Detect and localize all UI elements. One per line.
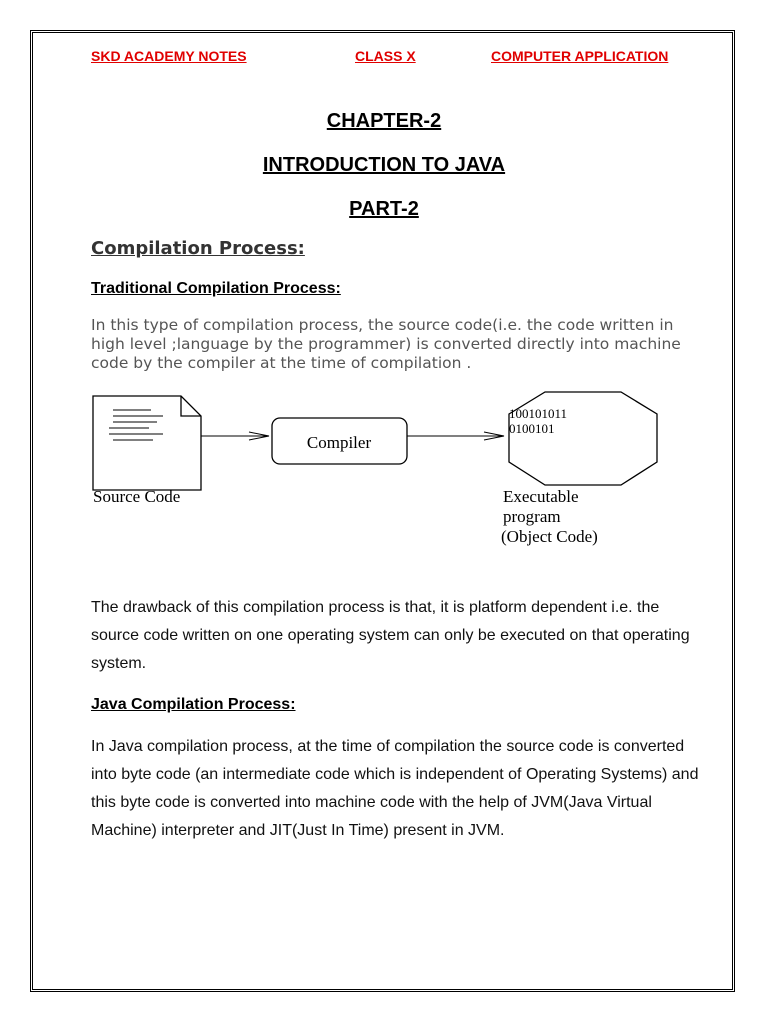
executable-label-2: program — [503, 507, 561, 526]
header-class: CLASS X — [355, 48, 416, 64]
executable-label-1: Executable — [503, 487, 579, 506]
header-academy: SKD ACADEMY NOTES — [91, 48, 247, 64]
header-subject: COMPUTER APPLICATION — [491, 48, 669, 64]
compilation-diagram — [91, 390, 671, 560]
compiler-label: Compiler — [306, 433, 372, 452]
drawback-paragraph: The drawback of this compilation process is that, it is platform dependent i.e. the source code written on one operating system can only be executed on that operating system. — [91, 599, 690, 672]
compilation-process-heading: Compilation Process: — [91, 238, 305, 259]
part-title: PART-2 — [349, 198, 419, 220]
source-code-label: Source Code — [93, 487, 181, 506]
page-header — [0, 48, 768, 68]
java-paragraph: In Java compilation process, at the time of compilation the source code is converted into byte code (an intermediate code which is independent of Operating Systems) and this byte code is converted into machine code with the help of JVM(Java Virtual Machine) interpreter and JIT(Just In Time) present in JVM. — [91, 738, 699, 839]
binary-line-1: 100101011 — [509, 406, 568, 421]
binary-line-2: 0100101 — [509, 421, 555, 436]
traditional-heading: Traditional Compilation Process: — [91, 280, 341, 297]
topic-title: INTRODUCTION TO JAVA — [262, 154, 506, 176]
chapter-title: CHAPTER-2 — [326, 110, 442, 132]
traditional-paragraph: In this type of compilation process, the source code(i.e. the code written in high level ;language by the programmer) is converted directly into machine code by the compiler at the time of compilation . — [91, 316, 681, 372]
executable-label-3: (Object Code) — [501, 527, 598, 546]
java-heading: Java Compilation Process: — [91, 696, 296, 713]
